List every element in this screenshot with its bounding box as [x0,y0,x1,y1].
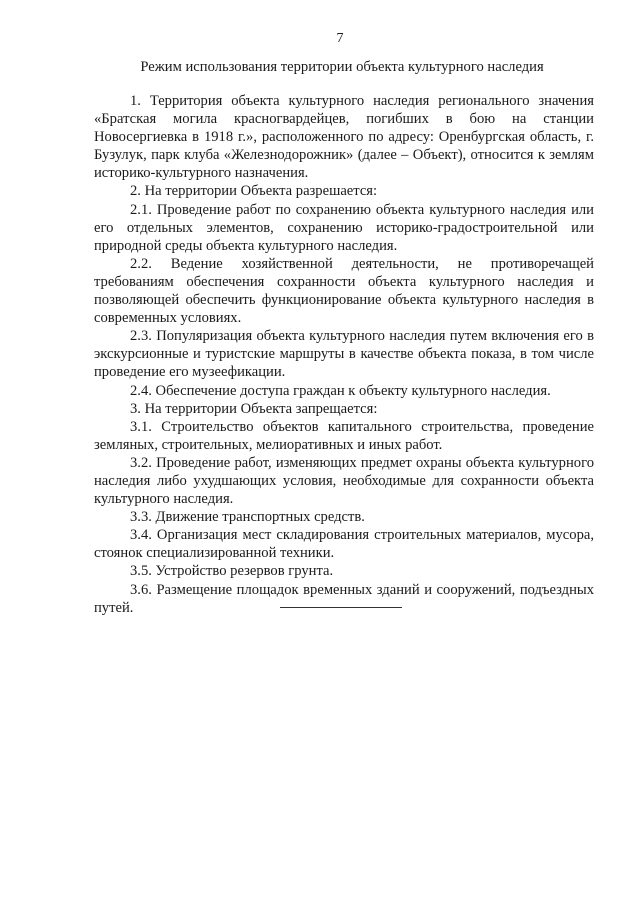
paragraph-3-5: 3.5. Устройство резервов грунта. [130,563,334,580]
paragraph-3-1: 3.1. Строительство объектов капитального строительства, проведение земляных, строительных, мелиоративных и иных работ. [94,418,594,453]
paragraph-3: 3. На территории Объекта запрещается: [130,400,378,417]
document-body [94,92,594,617]
paragraph-3-2: 3.2. Проведение работ, изменяющих предмет охраны объекта культурного наследия либо ухудшающих условия, необходимые для сохранности объекта культурного наследия. [94,454,594,508]
page-number: 7 [336,31,344,46]
document-title: Режим использования территории объекта культурного наследия [140,59,544,75]
paragraph-2-2: 2.2. Ведение хозяйственной деятельности, не противоречащей требованиям обеспечения сохранности объекта культурного наследия и позволяющей обеспечить функционирование объекта культурного наследия в современных условиях. [94,255,594,327]
paragraph-2-4: 2.4. Обеспечение доступа граждан к объекту культурного наследия. [130,382,551,399]
paragraph-3-6: 3.6. Размещение площадок временных зданий и сооружений, подъездных путей. [94,581,594,616]
paragraph-1: 1. Территория объекта культурного наследия регионального значения «Братская могила красногвардейцев, погибших в бою на станции Новосергиевка в 1918 г.», расположенного по адресу: Оренбургская область, г. Бузулук, парк клуба «Железнодорожник» (далее – Объект), относится к землям историко-культурного назначения. [94,93,594,182]
paragraph-3-4: 3.4. Организация мест складирования строительных материалов, мусора, стоянок специализированной техники. [94,527,594,562]
paragraph-3-3: 3.3. Движение транспортных средств. [130,509,365,526]
paragraph-2: 2. На территории Объекта разрешается: [130,183,378,200]
paragraph-2-1: 2.1. Проведение работ по сохранению объекта культурного наследия или его отдельных элементов, сохранению историко-градостроительной или природной среды объекта культурного наследия. [94,201,594,254]
end-divider-line [280,607,402,608]
paragraph-2-3: 2.3. Популяризация объекта культурного наследия путем включения его в экскурсионные и туристские маршруты в качестве объекта показа, в том числе проведение его музеефикации. [94,328,594,381]
